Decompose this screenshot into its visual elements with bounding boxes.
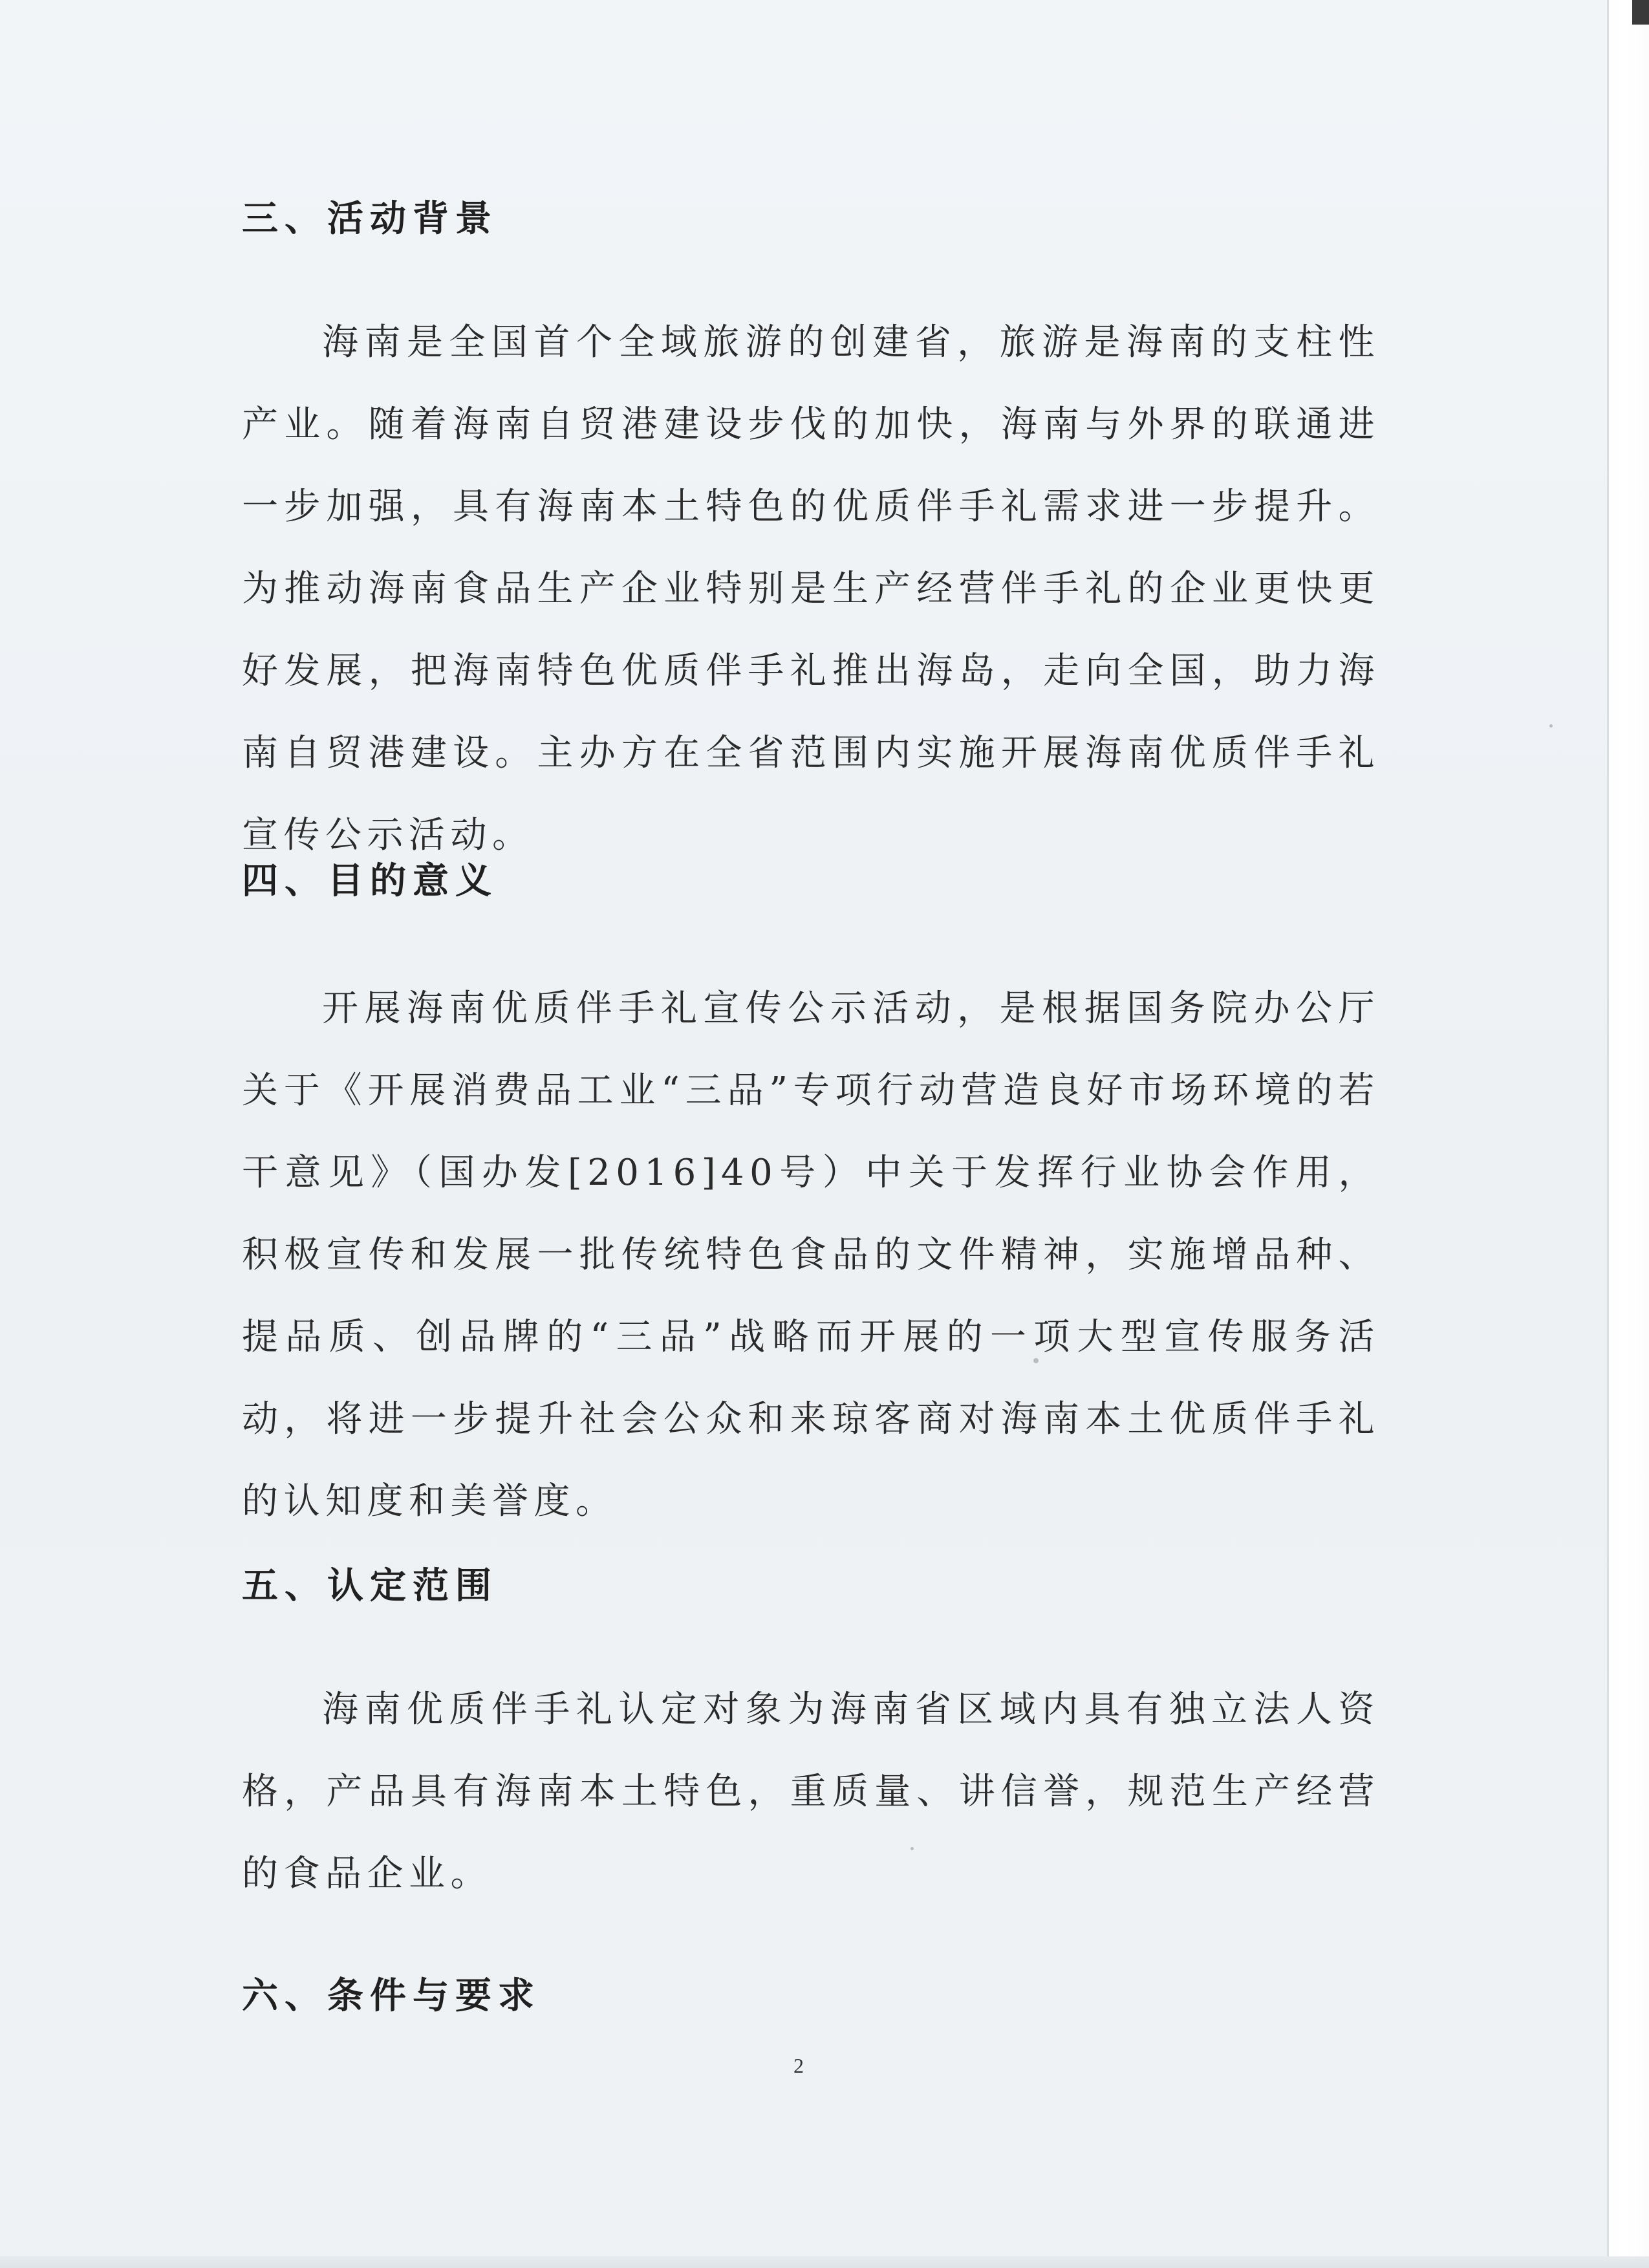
- scan-edge: [1607, 0, 1649, 2268]
- scan-corner-shadow: [1632, 0, 1649, 25]
- section-paragraph-background: 海南是全国首个全域旅游的创建省，旅游是海南的支柱性产业。随着海南自贸港建设步伐的加快，海南与外界的联通进一步加强，具有海南本土特色的优质伴手礼需求进一步提升。为推动海南食品生产企业特别是生产经营伴手礼的企业更快更好发展，把海南特色优质伴手礼推出海岛，走向全国，助力海南自贸港建设。主办方在全省范围内实施开展海南优质伴手礼宣传公示活动。: [242, 321, 1380, 856]
- scan-bottom-edge: [0, 2256, 1649, 2268]
- section-heading-background: 三、活动背景: [242, 197, 498, 240]
- section-heading-scope: 五、认定范围: [242, 1564, 498, 1607]
- section-paragraph-scope: 海南优质伴手礼认定对象为海南省区域内具有独立法人资格，产品具有海南本土特色，重质量、讲信誉，规范生产经营的食品企业。: [242, 1689, 1380, 1895]
- section-heading-purpose: 四、目的意义: [242, 859, 498, 902]
- scan-speck: [1549, 724, 1553, 728]
- section-heading-requirements: 六、条件与要求: [242, 1974, 541, 2017]
- section-paragraph-purpose: 开展海南优质伴手礼宣传公示活动，是根据国务院办公厅关于《开展消费品工业“三品”专项行动营造良好市场环境的若干意见》（国办发[2016]40号）中关于发挥行业协会作用，积极宣传和发展一批传统特色食品的文件精神，实施增品种、提品质、创品牌的“三品”战略而开展的一项大型宣传服务活动，将进一步提升社会公众和来琼客商对海南本土优质伴手礼的认知度和美誉度。: [242, 988, 1380, 1522]
- page-number: 2: [793, 2054, 804, 2077]
